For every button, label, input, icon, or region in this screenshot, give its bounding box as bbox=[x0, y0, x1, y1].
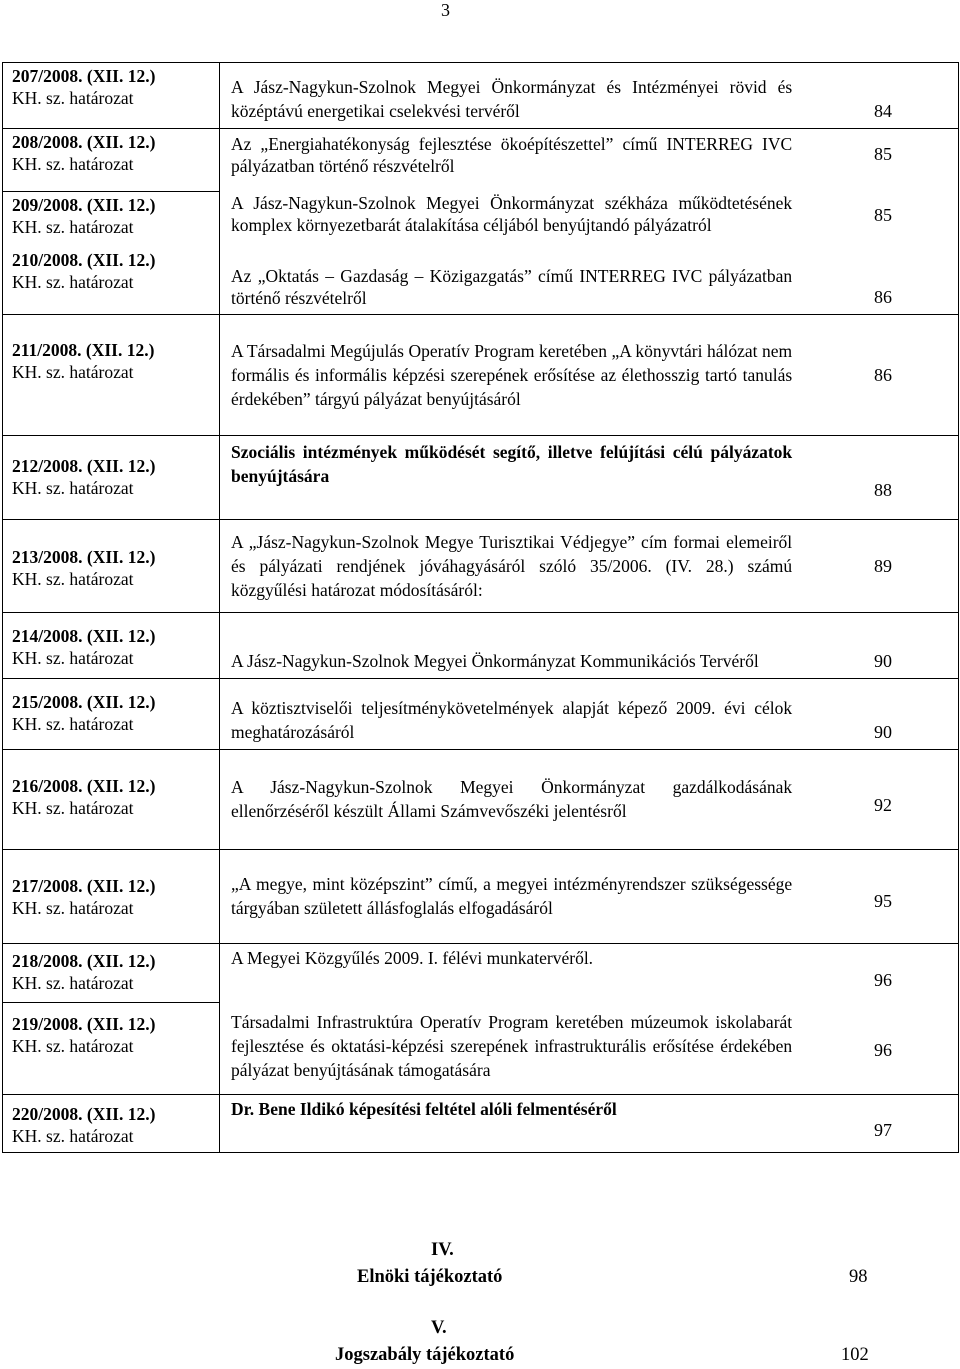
resolution-reference bbox=[3, 1095, 220, 1153]
resolution-number: 211/2008. (XII. 12.) bbox=[12, 340, 155, 360]
resolution-entry bbox=[220, 1095, 959, 1153]
table-row bbox=[3, 1095, 959, 1153]
resolution-reference bbox=[3, 129, 220, 192]
resolution-type: KH. sz. határozat bbox=[12, 798, 134, 818]
resolution-number: 213/2008. (XII. 12.) bbox=[12, 547, 156, 567]
entry-title: A Megyei Közgyűlés 2009. I. félévi munkatervéről. bbox=[231, 948, 594, 968]
resolution-reference bbox=[3, 944, 220, 1003]
resolution-reference bbox=[3, 679, 220, 750]
resolution-entry bbox=[220, 750, 959, 850]
section-title: Elnöki tájékoztató bbox=[357, 1267, 503, 1287]
resolution-type: KH. sz. határozat bbox=[12, 478, 134, 498]
resolution-type: KH. sz. határozat bbox=[12, 362, 134, 382]
resolution-reference bbox=[3, 750, 220, 850]
resolution-number: 207/2008. (XII. 12.) bbox=[12, 66, 156, 86]
resolution-reference bbox=[3, 249, 220, 315]
resolution-number: 218/2008. (XII. 12.) bbox=[12, 951, 156, 971]
resolution-entry bbox=[220, 436, 959, 520]
table-row bbox=[3, 679, 959, 750]
table-row bbox=[3, 63, 959, 129]
section-jogszabaly bbox=[0, 1318, 960, 1368]
table-row bbox=[3, 436, 959, 520]
entry-page: 84 bbox=[874, 101, 892, 121]
resolution-type: KH. sz. határozat bbox=[12, 154, 134, 174]
entry-title: A Jász-Nagykun-Szolnok Megyei Önkormányzat Kommunikációs Tervéről bbox=[231, 651, 759, 671]
resolution-number: 212/2008. (XII. 12.) bbox=[12, 456, 156, 476]
resolution-number: 210/2008. (XII. 12.) bbox=[12, 249, 156, 270]
table-row bbox=[3, 129, 959, 192]
entry-page: 86 bbox=[874, 364, 892, 385]
table-row bbox=[3, 520, 959, 613]
resolution-type: KH. sz. határozat bbox=[12, 217, 134, 237]
section-title: Jogszabály tájékoztató bbox=[335, 1345, 515, 1365]
entry-page: 89 bbox=[874, 555, 892, 576]
entry-title: A „Jász-Nagykun-Szolnok Megye Turisztikai Védjegye” cím formai elemeiről és pályázati rendjének jóváhagyásáról szóló 35/2006. (IV. 28.) számú közgyűlési határozat módosításáról: bbox=[231, 531, 793, 600]
entry-title: „A megye, mint középszint” című, a megyei intézményrendszer szükségessége tárgyában született állásfoglalás elfogadásáról bbox=[231, 874, 793, 918]
entry-title: Szociális intézmények működését segítő, illetve felújítási célú pályázatok benyújtására bbox=[231, 442, 793, 486]
resolution-type: KH. sz. határozat bbox=[12, 88, 134, 108]
table-row bbox=[3, 944, 959, 1003]
entry-page: 88 bbox=[874, 480, 892, 500]
table-row bbox=[3, 750, 959, 850]
resolution-reference bbox=[3, 315, 220, 436]
section-page: 102 bbox=[841, 1345, 869, 1365]
resolution-entry bbox=[220, 63, 959, 129]
section-elnoki bbox=[0, 1240, 960, 1300]
resolution-number: 215/2008. (XII. 12.) bbox=[12, 692, 156, 712]
resolution-entry bbox=[220, 520, 959, 613]
resolution-type: KH. sz. határozat bbox=[12, 973, 134, 993]
entry-page: 86 bbox=[874, 287, 892, 307]
entry-page: 95 bbox=[874, 891, 892, 911]
table-row bbox=[3, 850, 959, 944]
entry-title: A Jász-Nagykun-Szolnok Megyei Önkormányzat székháza működtetésének komplex környezetbarát átalakítása céljából benyújtandó pályázatról bbox=[231, 193, 793, 235]
table-row bbox=[3, 315, 959, 436]
entry-page: 90 bbox=[874, 722, 892, 742]
entry-page: 85 bbox=[874, 144, 892, 164]
resolution-type: KH. sz. határozat bbox=[12, 1036, 134, 1057]
resolution-reference bbox=[3, 436, 220, 520]
entry-page: 85 bbox=[874, 205, 892, 225]
section-numeral: V. bbox=[431, 1318, 447, 1338]
resolution-reference bbox=[3, 192, 220, 249]
entry-title: A Társadalmi Megújulás Operatív Program keretében „A könyvtári hálózat nem formális és informális képzési szerepének erősítése az élethosszig tartó tanulás érdekében” tárgyú pályázat benyújtásáról bbox=[231, 340, 793, 409]
resolution-reference bbox=[3, 63, 220, 129]
resolution-number: 220/2008. (XII. 12.) bbox=[12, 1104, 156, 1124]
resolution-entry-group bbox=[220, 129, 959, 315]
entry-title: A köztisztviselői teljesítménykövetelmények alapját képező 2009. évi célok meghatározásáról bbox=[231, 698, 793, 742]
resolution-reference bbox=[3, 520, 220, 613]
resolution-number: 216/2008. (XII. 12.) bbox=[12, 776, 156, 796]
page-number: 3 bbox=[441, 0, 450, 20]
resolution-entry bbox=[220, 613, 959, 679]
resolution-entry-group bbox=[220, 944, 959, 1095]
resolution-entry bbox=[220, 850, 959, 944]
resolution-entry bbox=[220, 679, 959, 750]
resolution-entry bbox=[220, 315, 959, 436]
entry-page: 96 bbox=[874, 1040, 892, 1060]
entry-title: A Jász-Nagykun-Szolnok Megyei Önkormányzat és Intézményei rövid és középtávú energetikai cselekvési tervéről bbox=[231, 77, 793, 121]
entry-title: A Jász-Nagykun-Szolnok Megyei Önkormányzat gazdálkodásának ellenőrzéséről készült Állami Számvevőszéki jelentésről bbox=[231, 777, 793, 821]
section-page: 98 bbox=[849, 1267, 868, 1287]
entry-page: 96 bbox=[874, 970, 892, 990]
resolution-reference bbox=[3, 613, 220, 679]
resolution-type: KH. sz. határozat bbox=[12, 569, 134, 589]
resolution-type: KH. sz. határozat bbox=[12, 271, 134, 292]
entry-page: 90 bbox=[874, 651, 892, 671]
section-numeral: IV. bbox=[431, 1240, 454, 1260]
table-row bbox=[3, 613, 959, 679]
entry-page: 97 bbox=[874, 1120, 892, 1140]
decision-index-table bbox=[2, 62, 959, 1153]
entry-title: Az „Oktatás – Gazdaság – Közigazgatás” című INTERREG IVC pályázatban történő részvételről bbox=[231, 266, 793, 308]
resolution-reference bbox=[3, 1003, 220, 1095]
resolution-number: 219/2008. (XII. 12.) bbox=[12, 1014, 156, 1035]
resolution-type: KH. sz. határozat bbox=[12, 898, 134, 918]
resolution-type: KH. sz. határozat bbox=[12, 1126, 134, 1146]
resolution-type: KH. sz. határozat bbox=[12, 714, 134, 734]
entry-title: Dr. Bene Ildikó képesítési feltétel alóli felmentéséről bbox=[231, 1099, 617, 1119]
resolution-number: 214/2008. (XII. 12.) bbox=[12, 626, 156, 646]
entry-page: 92 bbox=[874, 795, 892, 815]
resolution-number: 209/2008. (XII. 12.) bbox=[12, 195, 156, 215]
resolution-number: 208/2008. (XII. 12.) bbox=[12, 132, 156, 152]
resolution-number: 217/2008. (XII. 12.) bbox=[12, 876, 156, 896]
entry-title: Társadalmi Infrastruktúra Operatív Program keretében múzeumok iskolabarát fejlesztése és oktatási-képzési szerepének infrastrukturális erősítése érdekében pályázat benyújtásának támogatására bbox=[231, 1012, 793, 1080]
resolution-type: KH. sz. határozat bbox=[12, 648, 134, 668]
resolution-reference bbox=[3, 850, 220, 944]
entry-title: Az „Energiahatékonyság fejlesztése ökoépítészettel” című INTERREG IVC pályázatban történő részvételről bbox=[231, 134, 793, 176]
